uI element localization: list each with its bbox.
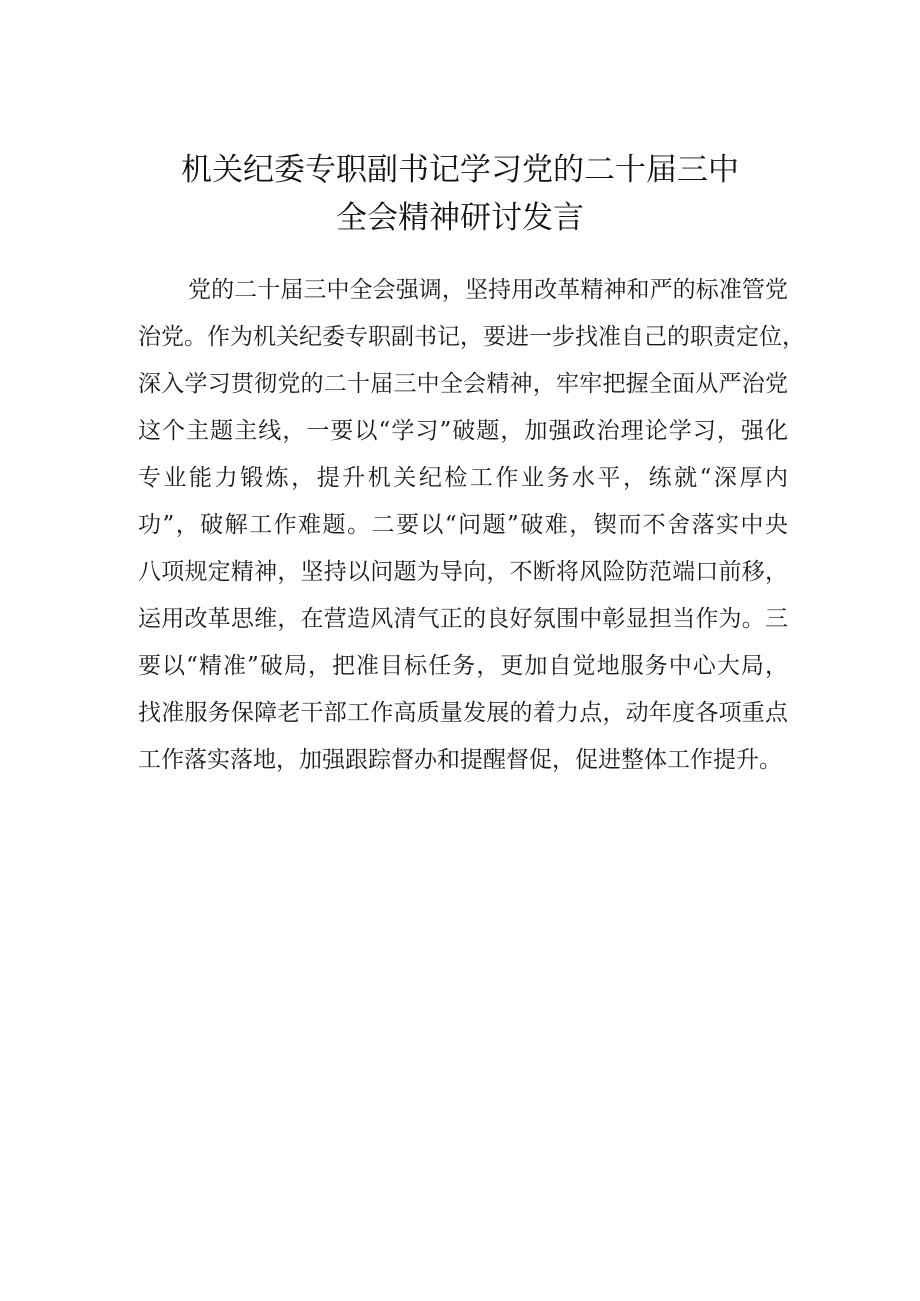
body-line-8: 运用改革思维，在营造风清气正的良好氛围中彰显担当作为。三: [138, 606, 788, 632]
body-line-11: 工作落实落地，加强跟踪督办和提醒督促，促进整体工作提升。: [138, 747, 782, 773]
body-line-1: 党的二十届三中全会强调，坚持用改革精神和严的标准管党: [188, 277, 788, 303]
body-line-9: 要以“精准”破局，把准目标任务，更加自觉地服务中心大局，: [138, 653, 788, 679]
body-line-6: 功”，破解工作难题。二要以“问题”破难，锲而不舍落实中央: [138, 512, 788, 538]
body-line-7: 八项规定精神，坚持以问题为导向，不断将风险防范端口前移，: [138, 559, 788, 585]
body-line-5: 专业能力锻炼，提升机关纪检工作业务水平，练就“深厚内: [138, 465, 788, 491]
body-line-4: 这个主题主线，一要以“学习”破题，加强政治理论学习，强化: [138, 418, 788, 444]
body-line-10: 找准服务保障老干部工作高质量发展的着力点，动年度各项重点: [138, 700, 788, 726]
document-title-line-1: 机关纪委专职副书记学习党的二十届三中: [181, 152, 739, 188]
document-body: [138, 267, 805, 784]
body-line-3: 深入学习贯彻党的二十届三中全会精神，牢牢把握全面从严治党: [138, 371, 788, 397]
body-line-2: 治党。作为机关纪委专职副书记，要进一步找准自己的职责定位，: [138, 324, 805, 350]
document-title-line-2: 全会精神研讨发言: [336, 200, 584, 236]
